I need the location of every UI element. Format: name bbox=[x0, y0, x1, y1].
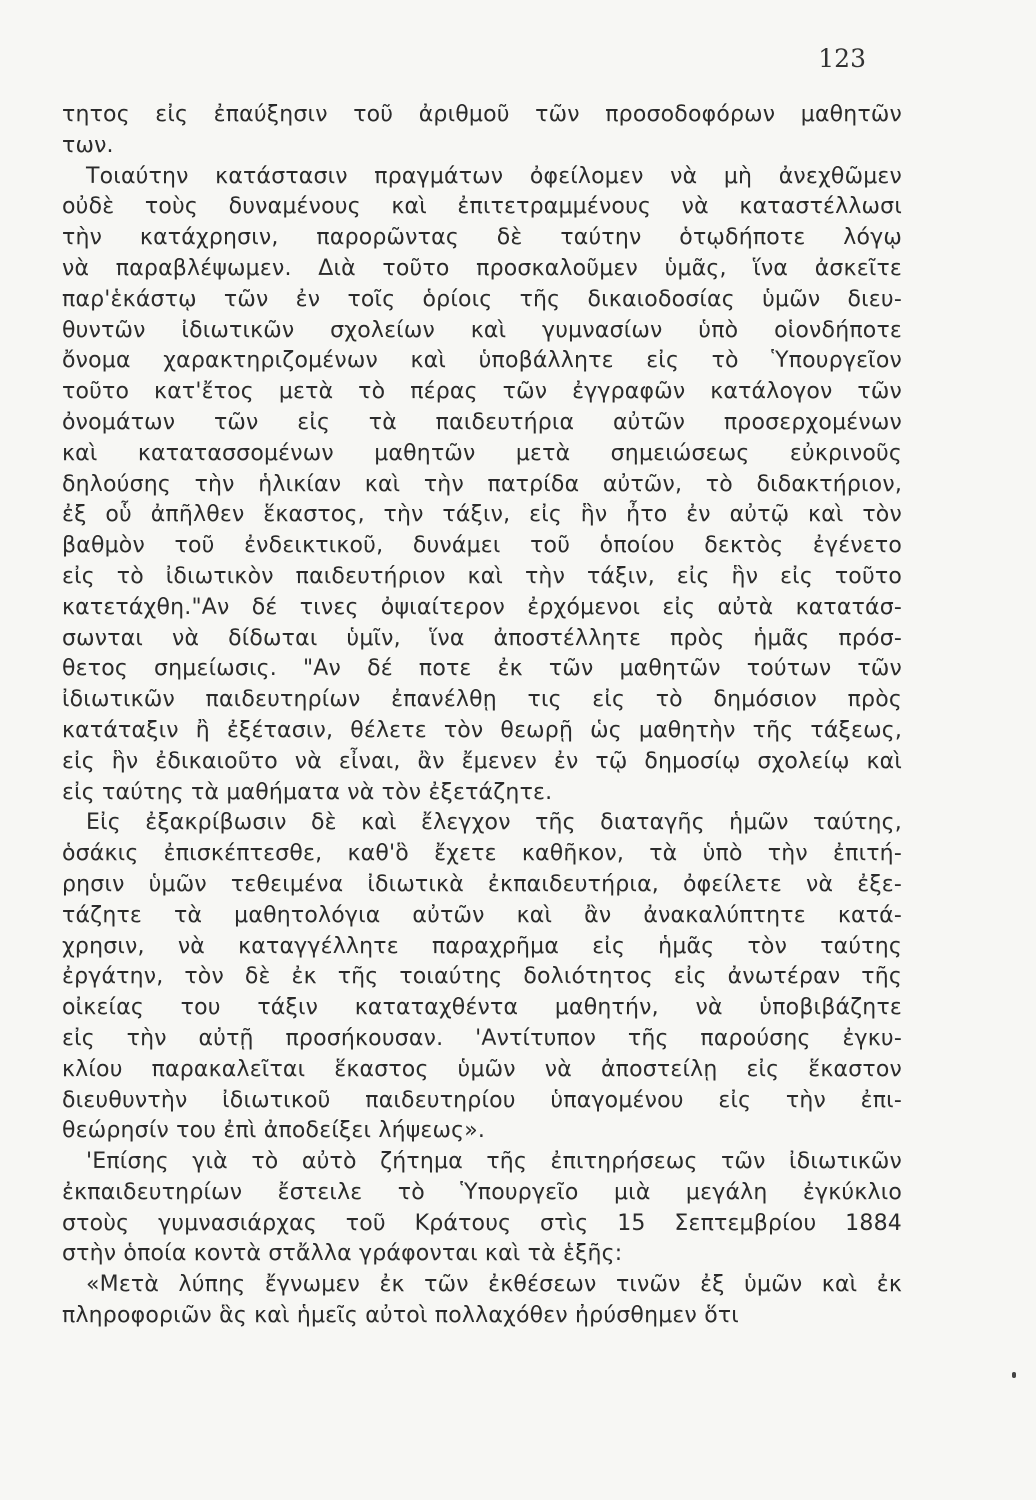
text-line: χρησιν, νὰ καταγγέλλητε παραχρῆμα εἰς ἡμᾶς τὸν ταύτης bbox=[62, 933, 902, 959]
text-line: κατετάχθη."Αν δέ τινες ὀψιαίτερον ἐρχόμενοι εἰς αὐτὰ κατατάσ- bbox=[62, 594, 903, 620]
text-line: 'Επίσης γιὰ τὸ αὐτὸ ζήτημα τῆς ἐπιτηρήσεως τῶν ἰδιωτικῶν bbox=[86, 1149, 902, 1175]
text-line: κατάταξιν ἢ ἐξέτασιν, θέλετε τὸν θεωρῇ ὡς μαθητὴν τῆς τάξεως, bbox=[62, 717, 903, 743]
text-line: ἐργάτην, τὸν δὲ ἐκ τῆς τοιαύτης δολιότητος εἰς ἀνωτέραν τῆς bbox=[62, 964, 902, 990]
text-line: πληροφοριῶν ἃς καὶ ἡμεῖς αὐτοὶ πολλαχόθεν ἠρύσθημεν ὅτι bbox=[62, 1303, 739, 1329]
text-line: «Μετὰ λύπης ἔγνωμεν ἐκ τῶν ἐκθέσεων τινῶν ἐξ ὑμῶν καὶ ἐκ bbox=[86, 1272, 902, 1298]
page-number: 123 bbox=[818, 44, 866, 73]
text-line: ἰδιωτικῶν παιδευτηρίων ἐπανέλθῃ τις εἰς τὸ δημόσιον πρὸς bbox=[62, 687, 902, 713]
text-line: ἐξ οὗ ἀπῆλθεν ἕκαστος, τὴν τάξιν, εἰς ἣν ἦτο ἐν αὐτῷ καὶ τὸν bbox=[62, 502, 902, 528]
body-text bbox=[62, 100, 902, 1332]
text-line: στοὺς γυμνασιάρχας τοῦ Κράτους στὶς 15 Σεπτεμβρίου 1884 bbox=[62, 1210, 902, 1236]
text-line: τάζητε τὰ μαθητολόγια αὐτῶν καὶ ἂν ἀνακαλύπτητε κατά- bbox=[62, 902, 903, 928]
text-line: οἰκείας του τάξιν καταταχθέντα μαθητήν, νὰ ὑποβιβάζητε bbox=[62, 995, 902, 1021]
text-line: Εἰς ἐξακρίβωσιν δὲ καὶ ἔλεγχον τῆς διαταγῆς ἡμῶν ταύτης, bbox=[86, 810, 902, 836]
text-line: Τοιαύτην κατάστασιν πραγμάτων ὀφείλομεν νὰ μὴ ἀνεχθῶμεν bbox=[86, 163, 902, 189]
text-line: στὴν ὁποία κοντὰ στἄλλα γράφονται καὶ τὰ ἑξῆς: bbox=[62, 1241, 623, 1267]
text-line: ὀνομάτων τῶν εἰς τὰ παιδευτήρια αὐτῶν προσερχομένων bbox=[62, 409, 902, 435]
text-line: κλίου παρακαλεῖται ἕκαστος ὑμῶν νὰ ἀποστείλῃ εἰς ἕκαστον bbox=[62, 1056, 902, 1082]
text-line: καὶ κατατασσομένων μαθητῶν μετὰ σημειώσεως εὐκρινοῦς bbox=[62, 440, 903, 466]
text-line: εἰς τὸ ἰδιωτικὸν παιδευτήριον καὶ τὴν τάξιν, εἰς ἣν εἰς τοῦτο bbox=[62, 563, 902, 589]
text-line: παρ'ἑκάστῳ τῶν ἐν τοῖς ὁρίοις τῆς δικαιοδοσίας ὑμῶν διευ- bbox=[62, 286, 902, 312]
text-line: εἰς τὴν αὐτῇ προσήκουσαν. 'Αντίτυπον τῆς παρούσης ἐγκυ- bbox=[62, 1025, 902, 1051]
text-line: δηλούσης τὴν ἡλικίαν καὶ τὴν πατρίδα αὐτῶν, τὸ διδακτήριον, bbox=[62, 471, 903, 497]
text-line: ὄνομα χαρακτηριζομένων καὶ ὑποβάλλητε εἰς τὸ Ὑπουργεῖον bbox=[62, 348, 902, 374]
text-line: θεώρησίν του ἐπὶ ἀποδείξει λήψεως». bbox=[62, 1118, 486, 1144]
text-line: βαθμὸν τοῦ ἐνδεικτικοῦ, δυνάμει τοῦ ὁποίου δεκτὸς ἐγένετο bbox=[62, 533, 903, 559]
text-line: τὴν κατάχρησιν, παρορῶντας δὲ ταύτην ὁτῳδήποτε λόγῳ bbox=[62, 225, 903, 251]
text-line: εἰς ἣν ἐδικαιοῦτο νὰ εἶναι, ἂν ἔμενεν ἐν τῷ δημοσίῳ σχολείῳ καὶ bbox=[62, 748, 903, 774]
text-line: εἰς ταύτης τὰ μαθήματα νὰ τὸν ἐξετάζητε. bbox=[62, 779, 553, 805]
text-line: τοῦτο κατ'ἔτος μετὰ τὸ πέρας τῶν ἐγγραφῶν κατάλογον τῶν bbox=[62, 379, 902, 405]
text-line: των. bbox=[62, 132, 114, 158]
text-line: θετος σημείωσις. "Αν δέ ποτε ἐκ τῶν μαθητῶν τούτων τῶν bbox=[62, 656, 902, 682]
text-line: νὰ παραβλέψωμεν. Διὰ τοῦτο προσκαλοῦμεν ὑμᾶς, ἵνα ἀσκεῖτε bbox=[62, 255, 903, 281]
text-line: τητος εἰς ἐπαύξησιν τοῦ ἀριθμοῦ τῶν προσοδοφόρων μαθητῶν bbox=[62, 102, 903, 127]
text-line: οὐδὲ τοὺς δυναμένους καὶ ἐπιτετραμμένους νὰ καταστέλλωσι bbox=[62, 194, 902, 220]
text-line: ρησιν ὑμῶν τεθειμένα ἰδιωτικὰ ἐκπαιδευτήρια, ὀφείλετε νὰ ἐξε- bbox=[62, 871, 903, 897]
text-line: ὁσάκις ἐπισκέπτεσθε, καθ'ὃ ἔχετε καθῆκον, τὰ ὑπὸ τὴν ἐπιτή- bbox=[62, 841, 902, 867]
text-line: διευθυντὴν ἰδιωτικοῦ παιδευτηρίου ὑπαγομένου εἰς τὴν ἐπι- bbox=[62, 1087, 902, 1113]
margin-speck bbox=[1012, 1372, 1016, 1378]
text-line: σωνται νὰ δίδωται ὑμῖν, ἵνα ἀποστέλλητε πρὸς ἡμᾶς πρόσ- bbox=[62, 625, 902, 651]
text-line: θυντῶν ἰδιωτικῶν σχολείων καὶ γυμνασίων ὑπὸ οἱονδήποτε bbox=[62, 317, 902, 343]
text-line: ἐκπαιδευτηρίων ἔστειλε τὸ Ὑπουργεῖο μιὰ μεγάλη ἐγκύκλιο bbox=[62, 1179, 903, 1205]
